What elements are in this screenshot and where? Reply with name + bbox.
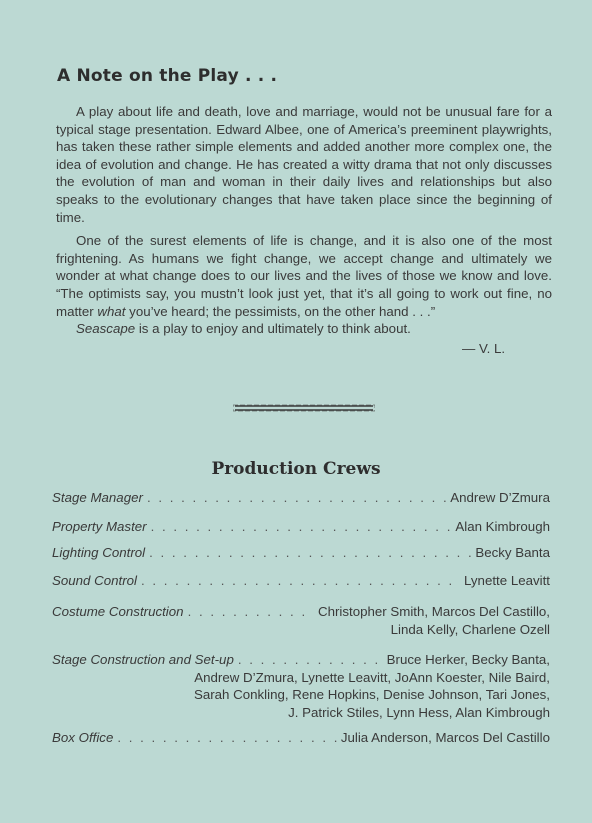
dot-leader xyxy=(188,603,314,621)
crew-line xyxy=(52,603,550,621)
crew-role: Stage Construction and Set-up xyxy=(52,652,234,667)
dot-leader xyxy=(151,518,452,536)
note-paragraph-3: Seascape is a play to enjoy and ultimately to think about. xyxy=(76,321,411,337)
crew-row xyxy=(52,603,550,638)
dot-leader xyxy=(147,489,446,507)
dot-leader xyxy=(141,572,460,590)
crew-names: Bruce Herker, Becky Banta, xyxy=(386,652,550,667)
crew-names: Becky Banta xyxy=(475,545,550,560)
crew-line xyxy=(52,489,550,507)
crew-names-continued: Andrew D’Zmura, Lynette Leavitt, JoAnn Koester, Nile Baird, xyxy=(194,669,550,685)
crews-title: Production Crews xyxy=(211,459,381,479)
crew-names-continued: Linda Kelly, Charlene Ozell xyxy=(390,621,550,637)
crew-line xyxy=(52,651,550,669)
crew-role: Property Master xyxy=(52,519,147,534)
crew-row xyxy=(52,572,550,590)
crew-row xyxy=(52,651,550,721)
crew-line xyxy=(52,572,550,590)
crew-names: Julia Anderson, Marcos Del Castillo xyxy=(340,730,550,745)
note-paragraph-1: A play about life and death, love and marriage, would not be unusual fare for a typical stage presentation. Edward Albee, one of America’s preeminent playwrights, has taken these rather simple elements and added another more complex one, the idea of evolution and change. He has created a witty drama that not only discusses the evolution of man and woman in their daily lives and relationships but also speaks to the evolutionary changes that have taken place since the beginning of time. xyxy=(56,104,552,225)
crew-line xyxy=(52,544,550,562)
crew-names: Christopher Smith, Marcos Del Castillo, xyxy=(317,604,550,619)
note-body xyxy=(56,103,552,344)
crew-names: Alan Kimbrough xyxy=(455,519,550,534)
crew-role: Stage Manager xyxy=(52,490,143,505)
crew-role: Sound Control xyxy=(52,573,138,588)
crew-names-continued: J. Patrick Stiles, Lynn Hess, Alan Kimbrough xyxy=(288,704,550,720)
crew-line xyxy=(52,729,550,747)
ornament-divider xyxy=(233,403,375,413)
crew-row xyxy=(52,729,550,747)
note-title: A Note on the Play . . . xyxy=(57,66,278,86)
crew-row xyxy=(52,544,550,562)
dot-leader xyxy=(117,729,337,747)
dot-leader xyxy=(149,544,471,562)
crew-names: Lynette Leavitt xyxy=(464,573,550,588)
dot-leader xyxy=(238,651,383,669)
crew-role: Box Office xyxy=(52,730,114,745)
crew-line xyxy=(52,518,550,536)
crew-row xyxy=(52,489,550,507)
crew-role: Lighting Control xyxy=(52,545,146,560)
crew-names: Andrew D’Zmura xyxy=(450,490,550,505)
crew-names-continued: Sarah Conkling, Rene Hopkins, Denise Johnson, Tari Jones, xyxy=(193,687,550,702)
crew-role: Costume Construction xyxy=(52,604,184,619)
note-paragraph-2: One of the surest elements of life is change, and it is also one of the most frightening. As humans we fight change, we accept change and ultimately we wonder at what change does to our lives and the lives of those we know and love. “The optimists say, you mustn’t look just yet, that it’s all going to work out fine, no matter what you’ve heard; the pessimists, on the other hand . . .” xyxy=(56,233,552,319)
note-signature: — V. L. xyxy=(462,341,506,356)
crew-row xyxy=(52,518,550,536)
